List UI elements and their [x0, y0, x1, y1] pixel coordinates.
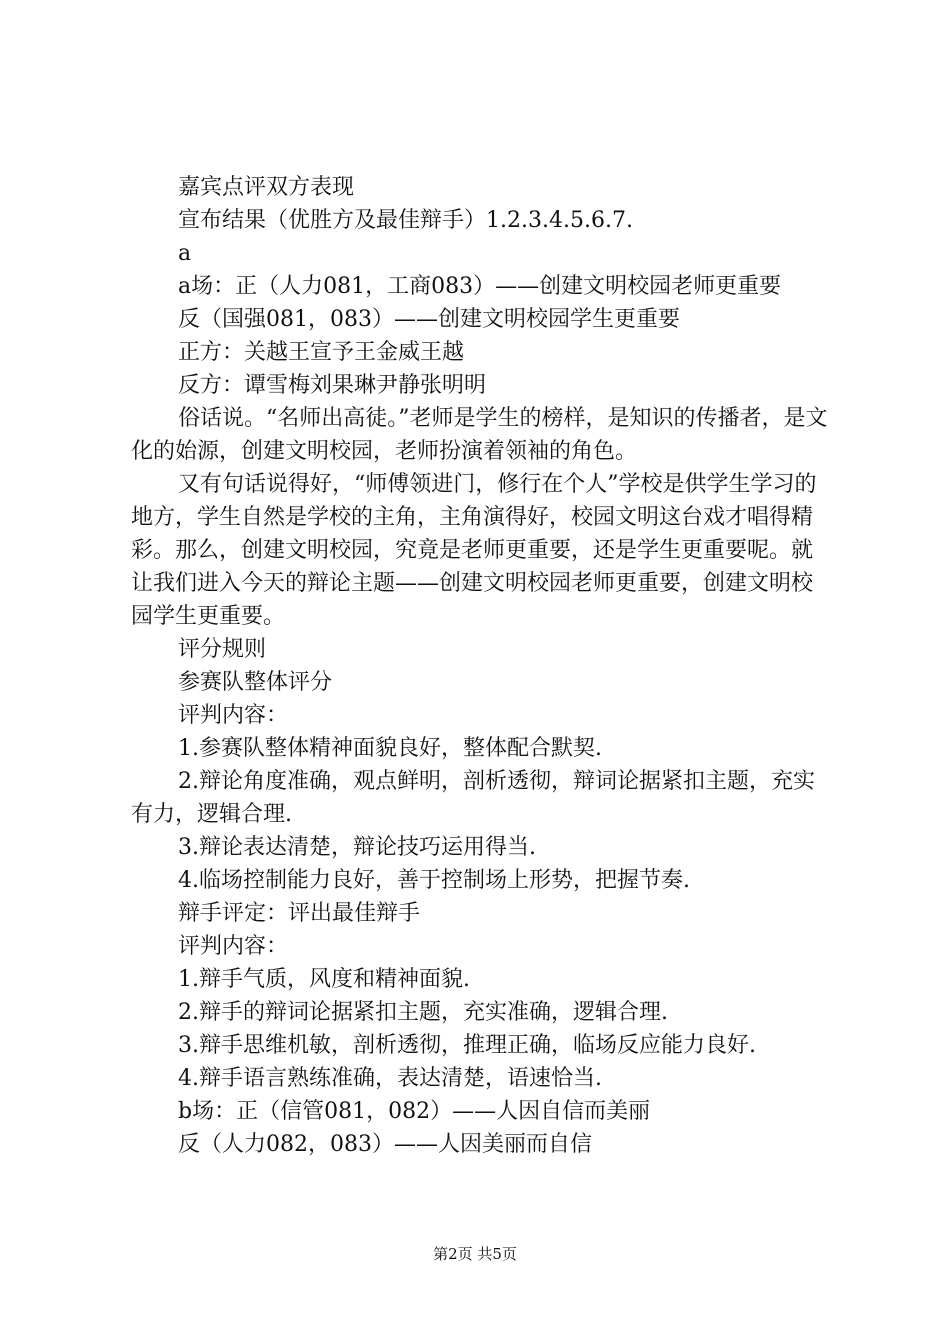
team-criterion-4: 4.临场控制能力良好，善于控制场上形势，把握节奏. — [178, 868, 690, 893]
heading-best-debater: 辩手评定：评出最佳辩手 — [178, 901, 421, 926]
paragraph-round-a-affirmative: a场：正（人力081，工商083）——创建文明校园老师更重要 — [178, 274, 782, 299]
paragraph-debate-intro: 又有句话说得好，“师傅领进门，修行在个人”学校是供学生学习的地方，学生自然是学校的主角，主角演得好，校园文明这台戏才唱得精彩。那么，创建文明校园，究竟是老师更重要，还是学生更重要呢。就让我们进入今天的辩论主题——创建文明校园老师更重要，创建文明校园学生更重要。 — [131, 472, 817, 629]
heading-criteria-debater: 评判内容： — [178, 934, 289, 959]
paragraph-proverb: 俗话说。“名师出高徒。”老师是学生的榜样，是知识的传播者，是文化的始源，创建文明校园，老师扮演着领袖的角色。 — [131, 406, 828, 464]
document-body — [131, 171, 831, 1161]
paragraph-guest-review: 嘉宾点评双方表现 — [178, 175, 355, 200]
debater-criterion-1: 1.辩手气质，风度和精神面貌. — [178, 967, 470, 992]
page-footer: 第2页 共5页 — [433, 1245, 517, 1263]
paragraph-a: a — [178, 241, 192, 266]
debater-criterion-2: 2.辩手的辩词论据紧扣主题，充实准确，逻辑合理. — [178, 1000, 668, 1025]
team-criterion-2: 2.辩论角度准确，观点鲜明，剖析透彻，辩词论据紧扣主题，充实有力，逻辑合理. — [131, 769, 815, 827]
team-criterion-1: 1.参赛队整体精神面貌良好，整体配合默契. — [178, 736, 602, 761]
team-criterion-3: 3.辩论表达清楚，辩论技巧运用得当. — [178, 835, 536, 860]
paragraph-affirmative-team: 正方：关越王宣予王金威王越 — [178, 340, 465, 365]
paragraph-round-b-affirmative: b场：正（信管081，082）——人因自信而美丽 — [178, 1099, 651, 1124]
heading-team-scoring: 参赛队整体评分 — [178, 670, 333, 695]
paragraph-round-b-negative: 反（人力082，083）——人因美丽而自信 — [178, 1132, 592, 1157]
heading-criteria-team: 评判内容： — [178, 703, 289, 728]
paragraph-announce-result: 宣布结果（优胜方及最佳辩手）1.2.3.4.5.6.7. — [178, 208, 633, 233]
debater-criterion-4: 4.辩手语言熟练准确，表达清楚，语速恰当. — [178, 1066, 602, 1091]
paragraph-negative-team: 反方：谭雪梅刘果琳尹静张明明 — [178, 373, 487, 398]
heading-scoring-rules: 评分规则 — [178, 637, 267, 662]
debater-criterion-3: 3.辩手思维机敏，剖析透彻，推理正确，临场反应能力良好. — [178, 1033, 756, 1058]
paragraph-round-a-negative: 反（国强081，083）——创建文明校园学生更重要 — [178, 307, 680, 332]
